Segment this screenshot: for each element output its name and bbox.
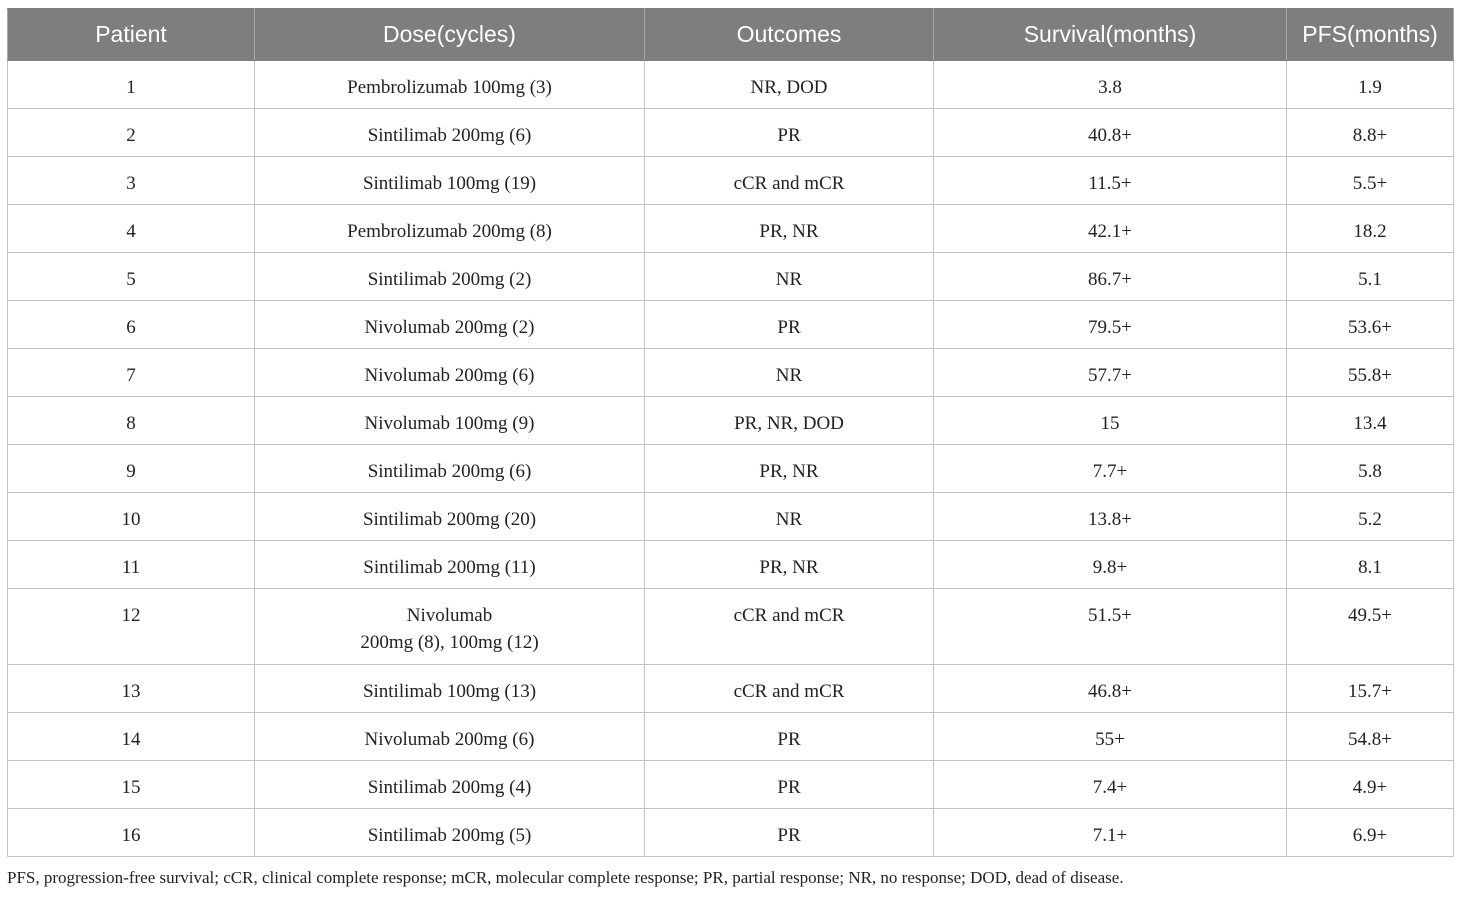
cell-patient: 2: [8, 109, 255, 157]
cell-survival: 86.7+: [934, 253, 1287, 301]
cell-patient: 1: [8, 61, 255, 109]
cell-pfs: 5.5+: [1287, 157, 1454, 205]
patient-outcomes-table: [7, 8, 1454, 857]
cell-dose: [255, 589, 645, 665]
cell-pfs: 13.4: [1287, 397, 1454, 445]
cell-patient: 4: [8, 205, 255, 253]
cell-patient: 3: [8, 157, 255, 205]
dose-line: Nivolumab 200mg (2): [364, 317, 535, 338]
table-row: [8, 397, 1454, 445]
header-dose-cycles: Dose(cycles): [255, 9, 645, 61]
cell-patient: 9: [8, 445, 255, 493]
cell-outcomes: PR: [645, 109, 934, 157]
dose-line: Nivolumab 200mg (6): [364, 729, 535, 750]
cell-survival: 11.5+: [934, 157, 1287, 205]
dose-line: Pembrolizumab 100mg (3): [347, 77, 552, 98]
cell-outcomes: cCR and mCR: [645, 157, 934, 205]
dose-line: 200mg (8), 100mg (12): [360, 632, 539, 653]
cell-dose: [255, 493, 645, 541]
dose-line: Sintilimab 200mg (20): [362, 509, 537, 530]
table-row: [8, 253, 1454, 301]
dose-line: Sintilimab 200mg (11): [363, 557, 536, 578]
cell-dose: [255, 253, 645, 301]
cell-survival: 13.8+: [934, 493, 1287, 541]
cell-dose: [255, 761, 645, 809]
cell-pfs: 1.9: [1287, 61, 1454, 109]
table-row: [8, 157, 1454, 205]
dose-line: Nivolumab 200mg (6): [364, 365, 535, 386]
table-row: [8, 109, 1454, 157]
cell-outcomes: PR: [645, 713, 934, 761]
cell-outcomes: PR, NR: [645, 541, 934, 589]
cell-patient: 15: [8, 761, 255, 809]
cell-survival: 40.8+: [934, 109, 1287, 157]
cell-pfs: 18.2: [1287, 205, 1454, 253]
dose-line: Nivolumab: [406, 605, 493, 626]
cell-survival: 7.4+: [934, 761, 1287, 809]
dose-line: Sintilimab 200mg (6): [367, 125, 532, 146]
dose-line: Nivolumab 100mg (9): [364, 413, 535, 434]
cell-survival: 51.5+: [934, 589, 1287, 665]
cell-patient: 6: [8, 301, 255, 349]
cell-dose: [255, 61, 645, 109]
table-row: [8, 301, 1454, 349]
cell-outcomes: PR: [645, 761, 934, 809]
cell-outcomes: PR, NR: [645, 205, 934, 253]
cell-patient: 8: [8, 397, 255, 445]
dose-line: Pembrolizumab 200mg (8): [347, 221, 552, 242]
cell-patient: 7: [8, 349, 255, 397]
cell-survival: 42.1+: [934, 205, 1287, 253]
cell-pfs: 15.7+: [1287, 665, 1454, 713]
cell-outcomes: PR, NR: [645, 445, 934, 493]
cell-dose: [255, 809, 645, 857]
table-row: [8, 665, 1454, 713]
cell-survival: 9.8+: [934, 541, 1287, 589]
table-row: [8, 445, 1454, 493]
dose-line: Sintilimab 200mg (6): [367, 461, 532, 482]
cell-dose: [255, 157, 645, 205]
cell-patient: 13: [8, 665, 255, 713]
cell-survival: 15: [934, 397, 1287, 445]
cell-survival: 7.7+: [934, 445, 1287, 493]
table-header: [8, 9, 1454, 61]
cell-survival: 7.1+: [934, 809, 1287, 857]
cell-pfs: 8.8+: [1287, 109, 1454, 157]
cell-dose: [255, 397, 645, 445]
cell-pfs: 5.8: [1287, 445, 1454, 493]
header-row: [8, 9, 1454, 61]
cell-pfs: 8.1: [1287, 541, 1454, 589]
cell-dose: [255, 349, 645, 397]
dose-line: Sintilimab 100mg (19): [362, 173, 537, 194]
cell-outcomes: NR, DOD: [645, 61, 934, 109]
cell-pfs: 53.6+: [1287, 301, 1454, 349]
header-pfs-months: PFS(months): [1287, 9, 1454, 61]
cell-dose: [255, 445, 645, 493]
table-body: [8, 61, 1454, 857]
cell-dose: [255, 713, 645, 761]
cell-survival: 79.5+: [934, 301, 1287, 349]
cell-patient: 12: [8, 589, 255, 665]
cell-patient: 16: [8, 809, 255, 857]
cell-patient: 14: [8, 713, 255, 761]
patient-table-container: [7, 8, 1453, 857]
cell-patient: 11: [8, 541, 255, 589]
dose-line: Sintilimab 200mg (4): [367, 777, 532, 798]
dose-line: Sintilimab 200mg (5): [367, 825, 532, 846]
cell-outcomes: PR, NR, DOD: [645, 397, 934, 445]
dose-line: Sintilimab 100mg (13): [362, 681, 537, 702]
cell-pfs: 5.1: [1287, 253, 1454, 301]
cell-survival: 55+: [934, 713, 1287, 761]
cell-outcomes: NR: [645, 253, 934, 301]
cell-outcomes: PR: [645, 809, 934, 857]
header-survival-months: Survival(months): [934, 9, 1287, 61]
cell-pfs: 6.9+: [1287, 809, 1454, 857]
cell-dose: [255, 205, 645, 253]
table-row: [8, 589, 1454, 665]
table-row: [8, 761, 1454, 809]
table-row: [8, 809, 1454, 857]
cell-pfs: 5.2: [1287, 493, 1454, 541]
cell-outcomes: NR: [645, 349, 934, 397]
cell-pfs: 49.5+: [1287, 589, 1454, 665]
cell-survival: 57.7+: [934, 349, 1287, 397]
table-row: [8, 349, 1454, 397]
table-row: [8, 205, 1454, 253]
table-row: [8, 61, 1454, 109]
cell-dose: [255, 109, 645, 157]
cell-pfs: 55.8+: [1287, 349, 1454, 397]
cell-patient: 5: [8, 253, 255, 301]
cell-pfs: 54.8+: [1287, 713, 1454, 761]
table-row: [8, 541, 1454, 589]
cell-outcomes: NR: [645, 493, 934, 541]
cell-patient: 10: [8, 493, 255, 541]
header-patient: Patient: [8, 9, 255, 61]
cell-outcomes: PR: [645, 301, 934, 349]
cell-survival: 46.8+: [934, 665, 1287, 713]
dose-line: Sintilimab 200mg (2): [367, 269, 532, 290]
table-row: [8, 493, 1454, 541]
cell-outcomes: cCR and mCR: [645, 589, 934, 665]
cell-dose: [255, 541, 645, 589]
table-row: [8, 713, 1454, 761]
cell-pfs: 4.9+: [1287, 761, 1454, 809]
cell-dose: [255, 301, 645, 349]
cell-survival: 3.8: [934, 61, 1287, 109]
header-outcomes: Outcomes: [645, 9, 934, 61]
table-footnote: PFS, progression-free survival; cCR, clinical complete response; mCR, molecular complete response; PR, partial response; NR, no response; DOD, dead of disease.: [7, 868, 1124, 887]
cell-dose: [255, 665, 645, 713]
cell-outcomes: cCR and mCR: [645, 665, 934, 713]
